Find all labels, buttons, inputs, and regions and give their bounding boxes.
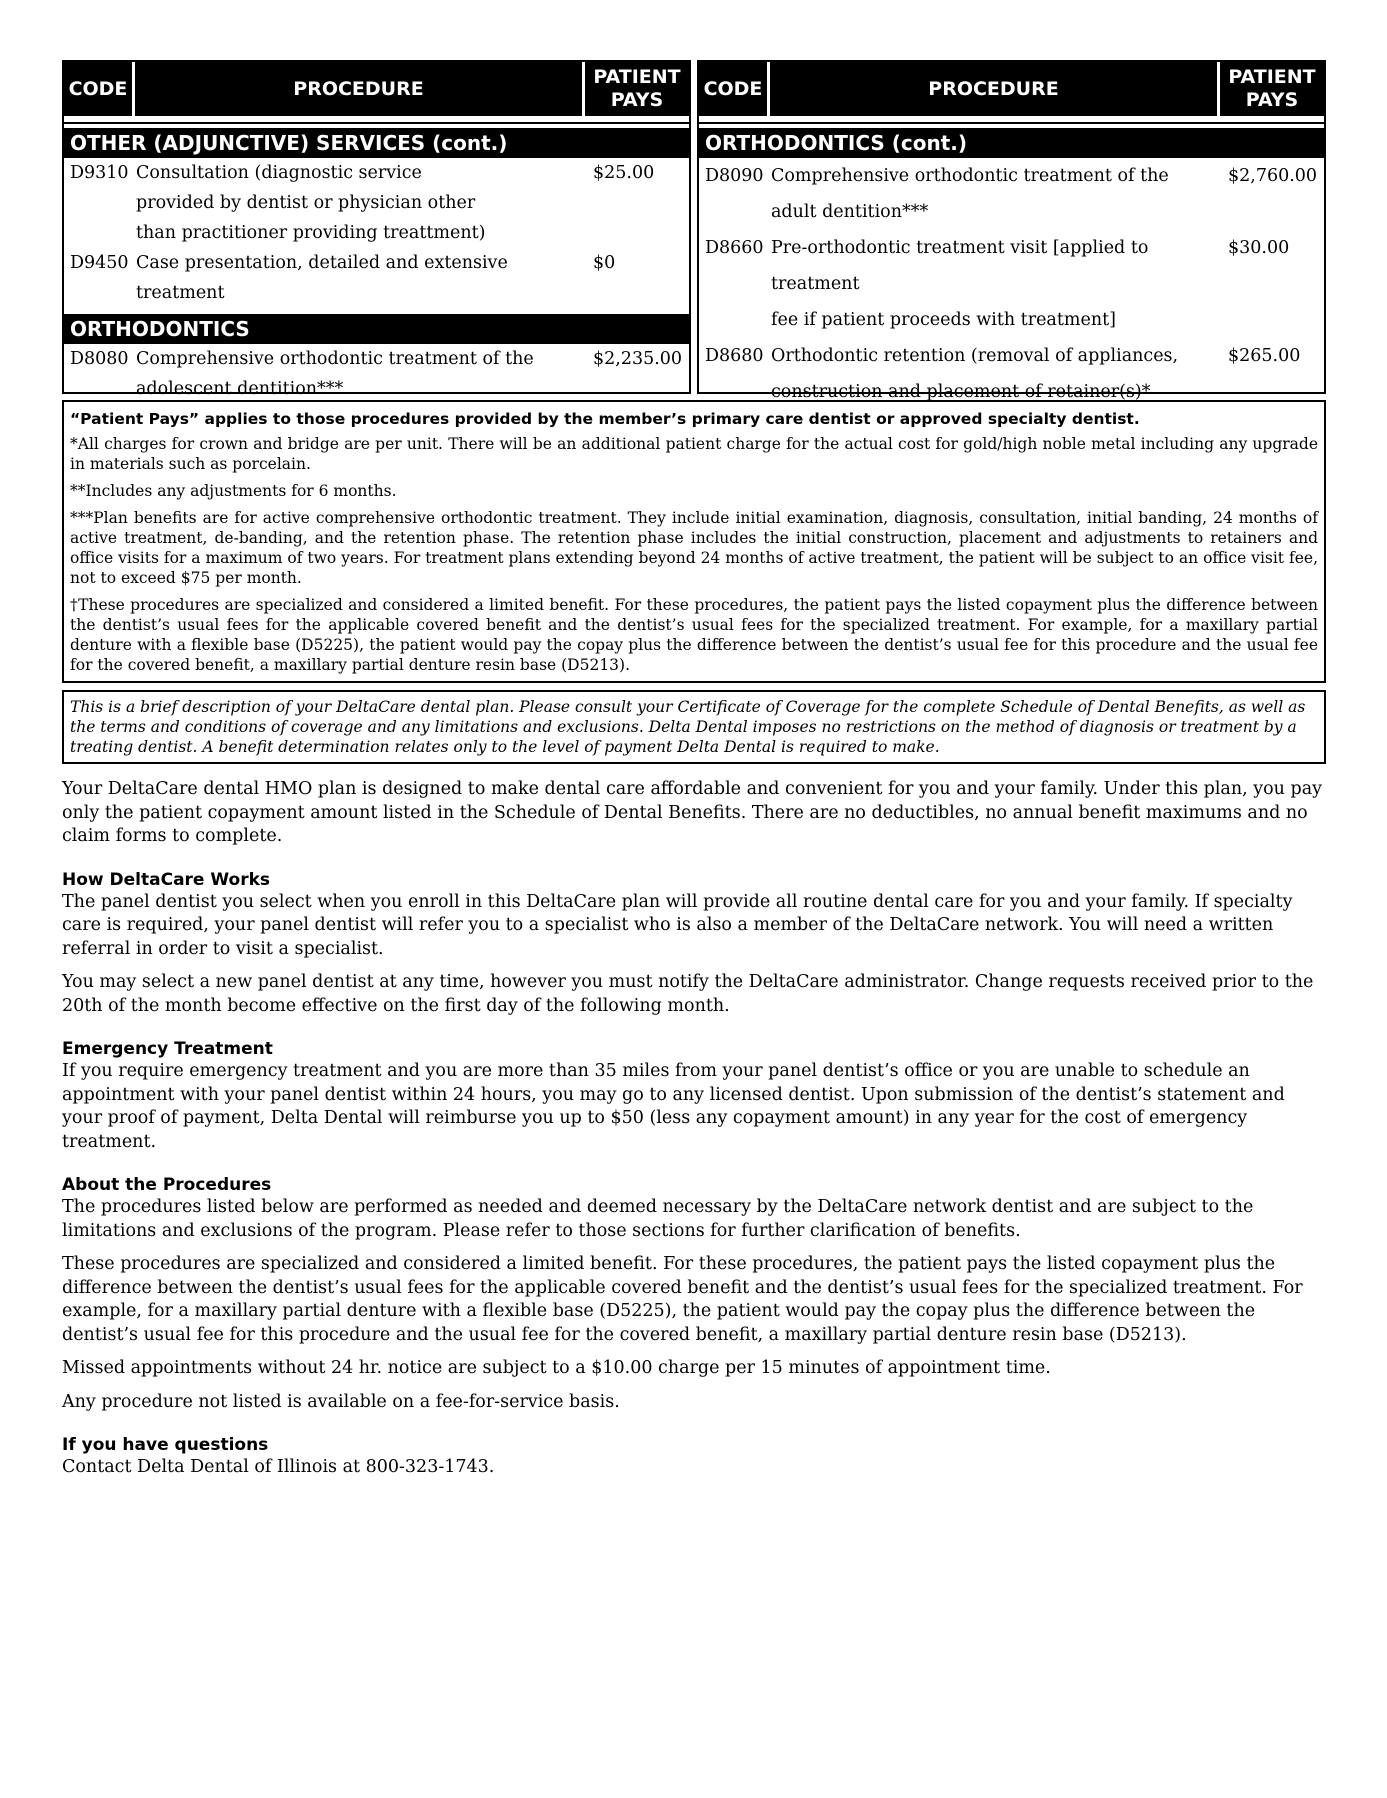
plan-disclaimer: This is a brief description of your DeltaCare dental plan. Please consult your Certificate of Coverage for the complete Schedule of Dental Benefits, as well as the terms and conditions of coverage and any limitations and exclusions. Delta Dental imposes no restrictions on the method of diagnosis or treatment by a treating dentist. A benefit determination relates only to the level of payment Delta Dental is required to make.: [62, 690, 1326, 764]
procedure-description: [136, 344, 593, 404]
paragraph: These procedures are specialized and considered a limited benefit. For these procedures, the patient pays the listed copayment plus the difference between the dentist’s usual fees for the applicable covered benefit and the dentist’s usual fees for the specialized treatment. For example, for a maxillary partial denture with a flexible base (D5225), the patient would pay the copay plus the difference between the dentist’s usual fee for this procedure and the usual fee for the covered benefit, a maxillary partial denture resin base (D5213).: [62, 1254, 1303, 1345]
section-heading: Emergency Treatment: [62, 1039, 273, 1059]
procedure-row: [64, 158, 689, 248]
intro-paragraph: Your DeltaCare dental HMO plan is designed to make dental care affordable and convenient for you and your family. Under this plan, you pay only the patient copayment amount listed in the Schedule of Dental Benefits. There are no deductibles, no annual benefit maximums and no claim forms to complete.: [62, 779, 1323, 846]
procedure-line: construction and placement of retainer(s)*: [771, 382, 1151, 402]
procedure-code: D8680: [705, 346, 764, 366]
procedure-code: D8090: [705, 166, 764, 186]
procedure-description: [771, 338, 1228, 410]
paragraph: Any procedure not listed is available on a fee-for-service basis.: [62, 1391, 620, 1412]
header-procedure: PROCEDURE: [770, 62, 1220, 116]
patient-pays-note: “Patient Pays” applies to those procedures provided by the member’s primary care dentist or approved specialty dentist.: [70, 410, 1140, 428]
procedure-description: [771, 230, 1228, 338]
procedure-description: [771, 158, 1228, 230]
procedure-row: [699, 230, 1324, 338]
header-patient-pays: PATIENT PAYS: [1228, 66, 1316, 111]
procedure-line: Orthodontic retention (removal of appliances,: [771, 346, 1179, 366]
procedure-description: [136, 158, 593, 248]
procedure-row: [64, 344, 689, 404]
procedure-line: adolescent dentition***: [136, 379, 344, 399]
patient-pays-amount: $25.00: [593, 163, 655, 183]
section-title-bar: ORTHODONTICS: [64, 314, 689, 344]
header-patient-pays: PATIENT PAYS: [593, 66, 681, 111]
header-procedure: PROCEDURE: [135, 62, 585, 116]
procedure-line: Consultation (diagnostic service: [136, 163, 422, 183]
right-table-body: [699, 128, 1324, 410]
table-header: [64, 62, 689, 122]
header-code: CODE: [699, 62, 770, 116]
procedure-line: Pre-orthodontic treatment visit [applied to treatment: [771, 238, 1149, 294]
header-code: CODE: [64, 62, 135, 116]
procedure-line: fee if patient proceeds with treatment]: [771, 310, 1116, 330]
procedure-row: [699, 158, 1324, 230]
procedure-row: [699, 338, 1324, 410]
procedure-line: Comprehensive orthodontic treatment of the: [136, 349, 534, 369]
section-title-bar: ORTHODONTICS (cont.): [699, 128, 1324, 158]
footnote: **Includes any adjustments for 6 months.: [70, 482, 397, 500]
procedure-code: D8080: [70, 349, 129, 369]
paragraph: The procedures listed below are performed as needed and deemed necessary by the DeltaCare network dentist and are subject to the limitations and exclusions of the program. Please refer to those sections for further clarification of benefits.: [62, 1197, 1254, 1241]
fee-tables: [62, 60, 1326, 402]
procedure-row: [64, 248, 689, 308]
patient-pays-amount: $265.00: [1228, 346, 1301, 366]
procedure-line: Comprehensive orthodontic treatment of the: [771, 166, 1169, 186]
patient-pays-amount: $0: [593, 253, 616, 273]
footnotes-box: [62, 400, 1326, 683]
section-heading: If you have questions: [62, 1435, 269, 1455]
right-fee-table: [697, 60, 1326, 402]
left-table-body: [64, 128, 689, 404]
left-fee-table: [62, 60, 691, 399]
plan-description: [62, 778, 1326, 1480]
section-heading: How DeltaCare Works: [62, 869, 271, 890]
procedure-code: D9450: [70, 253, 129, 273]
patient-pays-amount: $30.00: [1228, 238, 1290, 258]
section-title-bar: OTHER (ADJUNCTIVE) SERVICES (cont.): [64, 128, 689, 158]
footnote: †These procedures are specialized and considered a limited benefit. For these procedures, the patient pays the listed copayment plus the difference between the dentist’s usual fees for the applicable covered benefit and the dentist’s usual fees for the specialized treatment. For example, for a maxillary partial denture with a flexible base (D5225), the patient would pay the copay plus the difference between the dentist’s usual fee for this procedure and the usual fee for the covered benefit, a maxillary partial denture resin base (D5213).: [70, 596, 1318, 674]
table-header: [699, 62, 1324, 122]
paragraph: The panel dentist you select when you enroll in this DeltaCare plan will provide all routine dental care for you and your family. If specialty care is required, your panel dentist will refer you to a specialist who is also a member of the DeltaCare network. You will need a written referral in order to visit a specialist.: [62, 891, 1293, 959]
paragraph: Missed appointments without 24 hr. notice are subject to a $10.00 charge per 15 minutes of appointment time.: [62, 1358, 1051, 1378]
patient-pays-amount: $2,235.00: [593, 349, 683, 369]
procedure-line: provided by dentist or physician other: [136, 193, 476, 213]
procedure-line: adult dentition***: [771, 202, 929, 222]
procedure-code: D8660: [705, 238, 764, 258]
document-page: [62, 60, 1326, 1490]
paragraph: You may select a new panel dentist at any time, however you must notify the DeltaCare administrator. Change requests received prior to the 20th of the month become effective on the first day of the following month.: [62, 972, 1314, 1016]
procedure-code: D9310: [70, 163, 129, 183]
procedure-line: Case presentation, detailed and extensive treatment: [136, 253, 508, 303]
patient-pays-amount: $2,760.00: [1228, 166, 1318, 186]
footnote: *All charges for crown and bridge are per unit. There will be an additional patient charge for the actual cost for gold/high noble metal including any upgrade in materials such as porcelain.: [70, 435, 1318, 473]
paragraph: Contact Delta Dental of Illinois at 800-323-1743.: [62, 1457, 495, 1477]
procedure-line: than practitioner providing treattment): [136, 223, 486, 243]
footnote: ***Plan benefits are for active comprehensive orthodontic treatment. They include initial examination, diagnosis, consultation, initial banding, 24 months of active treatment, de-banding, and the retention phase. The retention phase includes the initial construction, placement and adjustments to retainers and office visits for a maximum of two years. For treatment plans extending beyond 24 months of active treatment, the patient will be subject to an office visit fee, not to exceed $75 per month.: [70, 509, 1318, 587]
paragraph: If you require emergency treatment and you are more than 35 miles from your panel dentist’s office or you are unable to schedule an appointment with your panel dentist within 24 hours, you may go to any licensed dentist. Upon submission of the dentist’s statement and your proof of payment, Delta Dental will reimburse you up to $50 (less any copayment amount) in any year for the cost of emergency treatment.: [62, 1061, 1285, 1152]
procedure-description: [136, 248, 593, 308]
section-heading: About the Procedures: [62, 1175, 272, 1195]
